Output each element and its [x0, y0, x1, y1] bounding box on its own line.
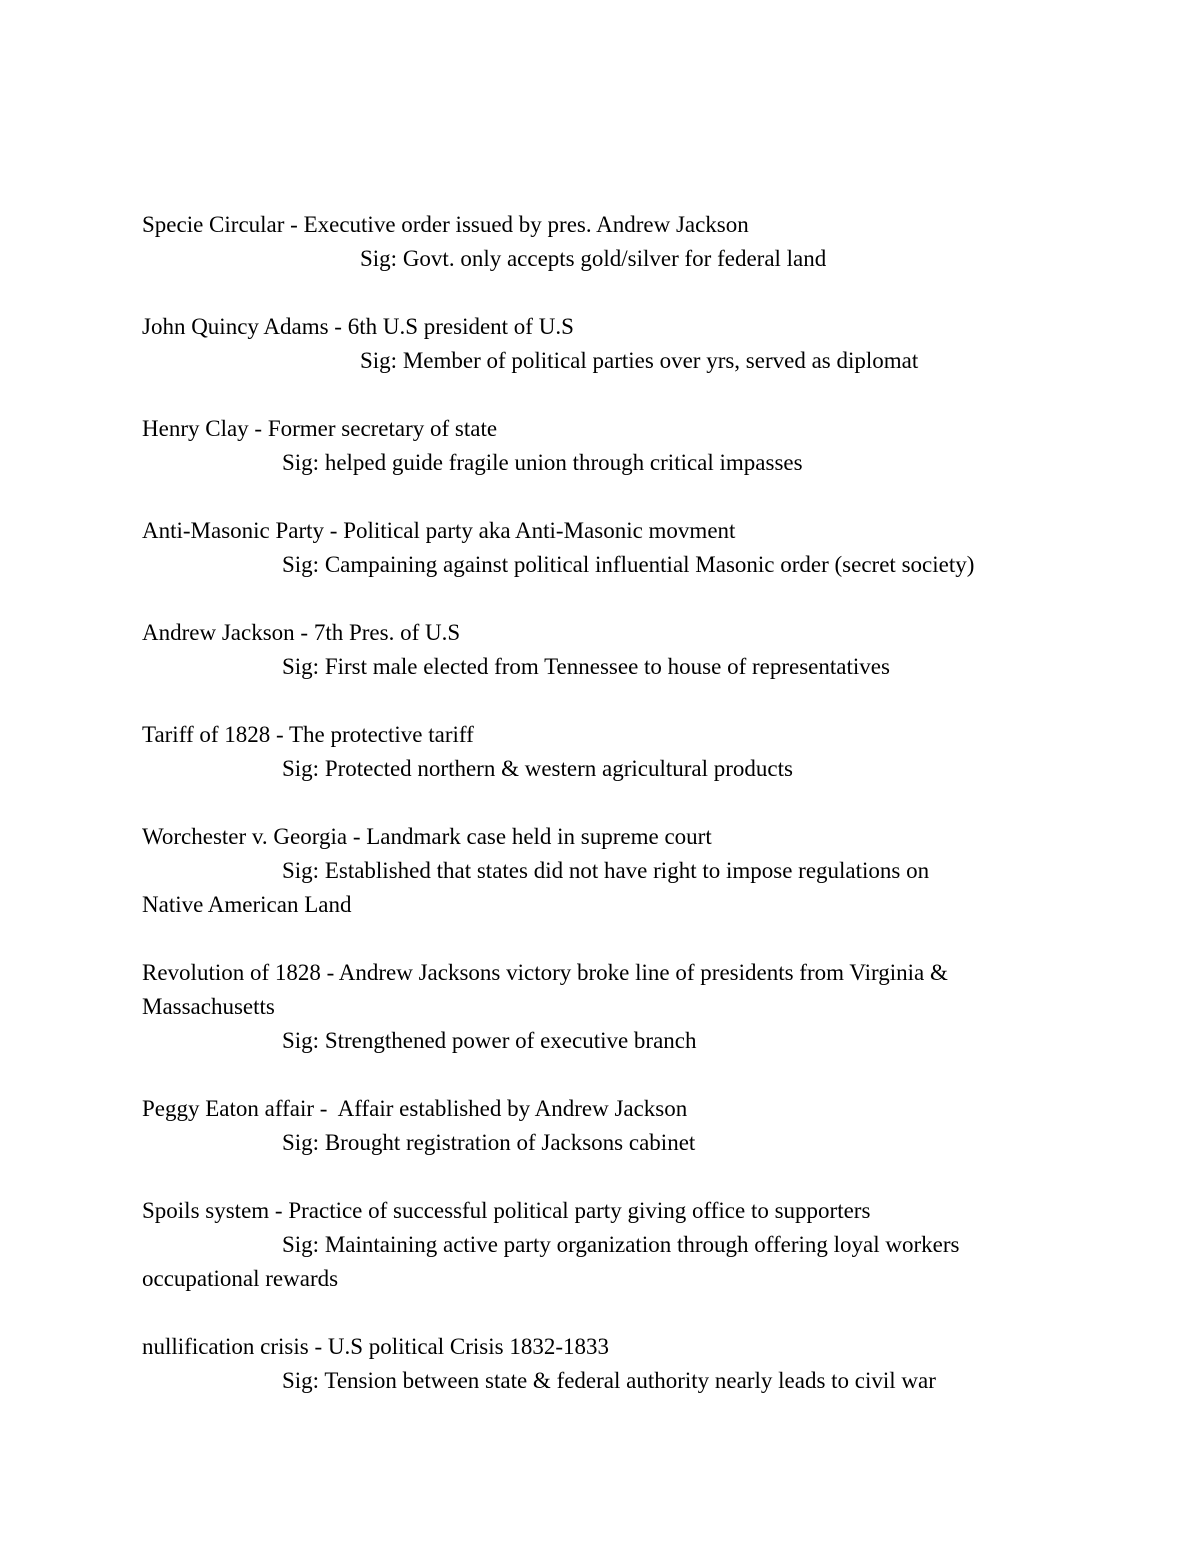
entry-specie-circular: [142, 208, 1062, 276]
entry-henry-clay: [142, 412, 1062, 480]
entry-spoils-system: [142, 1194, 1062, 1296]
entry-peggy-eaton-affair: [142, 1092, 1062, 1160]
entry-term: John Quincy Adams - 6th U.S president of U.S: [142, 314, 574, 339]
entry-significance: Sig: Protected northern & western agricultural products: [282, 756, 793, 781]
entry-term: Revolution of 1828 - Andrew Jacksons victory broke line of presidents from Virginia &: [142, 960, 948, 985]
entry-term: Worchester v. Georgia - Landmark case held in supreme court: [142, 824, 712, 849]
entry-anti-masonic-party: [142, 514, 1062, 582]
entry-significance-continued: Native American Land: [142, 892, 352, 917]
entry-significance: Sig: First male elected from Tennessee to house of representatives: [282, 654, 890, 679]
entry-significance: Sig: Tension between state & federal authority nearly leads to civil war: [282, 1368, 936, 1393]
entry-significance: Sig: helped guide fragile union through critical impasses: [282, 450, 803, 475]
entry-john-quincy-adams: [142, 310, 1062, 378]
entry-significance: Sig: Strengthened power of executive branch: [282, 1028, 697, 1053]
entry-term: Tariff of 1828 - The protective tariff: [142, 722, 474, 747]
entry-significance: Sig: Brought registration of Jacksons cabinet: [282, 1130, 696, 1155]
entry-significance: Sig: Campaining against political influential Masonic order (secret society): [282, 552, 975, 577]
entry-worchester-v-georgia: [142, 820, 1062, 922]
entry-revolution-of-1828: [142, 956, 1062, 1058]
entry-term: Andrew Jackson - 7th Pres. of U.S: [142, 620, 461, 645]
entry-term: Henry Clay - Former secretary of state: [142, 416, 498, 441]
entry-andrew-jackson: [142, 616, 1062, 684]
entry-nullification-crisis: [142, 1330, 1062, 1398]
term-list: [142, 208, 1062, 1432]
entry-tariff-of-1828: [142, 718, 1062, 786]
entry-term: Anti-Masonic Party - Political party aka Anti-Masonic movment: [142, 518, 736, 543]
entry-term: nullification crisis - U.S political Crisis 1832-1833: [142, 1334, 609, 1359]
entry-significance: Sig: Maintaining active party organization through offering loyal workers: [282, 1232, 960, 1257]
entry-term: Spoils system - Practice of successful political party giving office to supporters: [142, 1198, 871, 1223]
entry-term: Specie Circular - Executive order issued by pres. Andrew Jackson: [142, 212, 749, 237]
entry-term-continued: Massachusetts: [142, 994, 275, 1019]
entry-significance-continued: occupational rewards: [142, 1266, 339, 1291]
entry-significance: Sig: Established that states did not have right to impose regulations on: [282, 858, 930, 883]
entry-term: Peggy Eaton affair - Affair established by Andrew Jackson: [142, 1096, 688, 1121]
entry-significance: Sig: Member of political parties over yrs, served as diplomat: [360, 348, 919, 373]
entry-significance: Sig: Govt. only accepts gold/silver for federal land: [360, 246, 827, 271]
